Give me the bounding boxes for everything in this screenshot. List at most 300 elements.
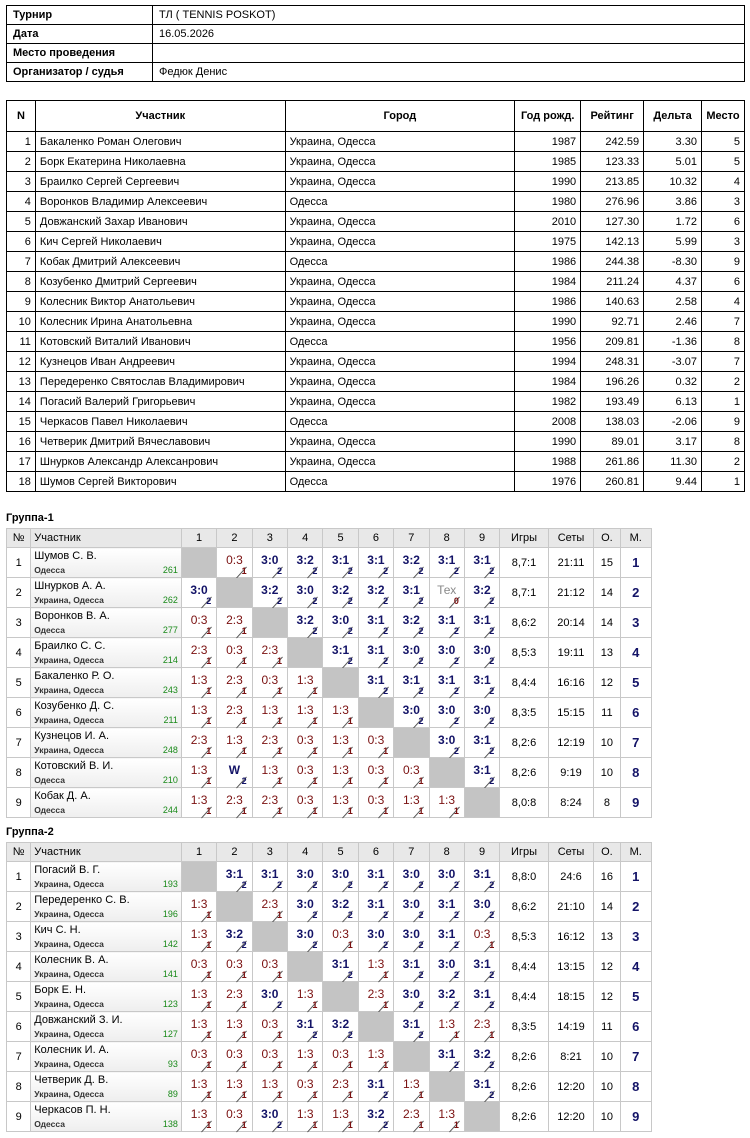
match-points: 2 [312,910,318,920]
participant-n: 13 [7,372,36,392]
match-result-cell [217,608,252,638]
match-result-cell [323,892,358,922]
participant-n: 17 [7,452,36,472]
player-city: Украина, Одесса [34,1059,104,1069]
player-city: Украина, Одесса [34,595,104,605]
match-score: 3:0 [438,957,456,971]
sets-total: 21:10 [548,892,593,922]
participant-n: 16 [7,432,36,452]
match-score: 3:2 [331,1017,350,1031]
match-score: 1:3 [296,1107,314,1121]
match-score: 3:2 [296,613,314,627]
match-result-cell [429,548,464,578]
points-total: 14 [594,608,620,638]
match-score: 1:3 [226,1017,243,1031]
match-result-cell [429,1042,464,1072]
match-score: 1:3 [190,1107,208,1121]
info-value [153,44,745,63]
match-score: 3:2 [367,583,385,597]
match-result-cell [358,608,393,638]
match-points: 1 [489,940,495,950]
match-points: 1 [241,1030,247,1040]
participant-rating: 142.13 [581,232,644,252]
participant-year: 1975 [515,232,581,252]
games-total: 8,4:4 [500,668,549,698]
player-rating: 244 [162,805,178,815]
participant-delta: 5.01 [644,152,702,172]
match-result-cell [358,548,393,578]
sets-total: 14:19 [548,1012,593,1042]
match-points: 2 [276,880,282,890]
match-result-cell [429,608,464,638]
match-score: 3:2 [473,583,491,597]
match-points: 1 [312,806,318,816]
match-result-cell [394,548,429,578]
header-num: № [7,529,31,548]
match-score: 3:0 [402,987,420,1001]
match-points: 2 [453,940,459,950]
match-score: 0:3 [190,613,208,627]
match-score: 3:2 [473,1047,491,1061]
participant-n: 3 [7,172,36,192]
participant-city: Украина, Одесса [285,212,515,232]
sets-total: 16:16 [548,668,593,698]
match-result-cell [288,892,323,922]
match-result-cell [323,1042,358,1072]
diagonal-cell [288,638,323,668]
participant-n: 4 [7,192,36,212]
match-result-cell [394,758,429,788]
match-points: 1 [206,746,212,756]
match-result-cell [217,952,252,982]
tournament-info-table [6,5,745,82]
final-place: 6 [620,1012,651,1042]
match-points: 2 [418,686,424,696]
participant-rating: 92.71 [581,312,644,332]
match-result-cell [181,638,216,668]
participant-place: 5 [701,132,744,152]
match-points: 2 [489,626,495,636]
match-score: 0:3 [226,957,243,971]
player-cell [31,638,182,668]
match-points: 2 [418,716,424,726]
player-name: Шнурков А. А. [34,580,106,592]
match-result-cell [252,1102,287,1132]
match-score: 2:3 [261,733,279,747]
final-place: 5 [620,982,651,1012]
group-row [7,952,652,982]
match-points: 1 [489,1030,495,1040]
match-points: 2 [312,596,318,606]
match-score: 3:1 [367,643,385,657]
match-score: 3:1 [367,673,385,687]
match-score: 3:0 [261,553,279,567]
player-name: Колесник И. А. [34,1044,110,1056]
match-result-cell [429,788,464,818]
player-city: Украина, Одесса [34,999,104,1009]
player-rating: 141 [162,969,178,979]
participant-year: 2010 [515,212,581,232]
match-points: 2 [312,626,318,636]
group-row [7,668,652,698]
info-key: Турнир [7,6,153,25]
match-score: 3:1 [473,1077,491,1091]
participant-year: 1984 [515,372,581,392]
match-score: 1:3 [190,927,208,941]
participant-rating: 140.63 [581,292,644,312]
games-total: 8,0:8 [500,788,549,818]
group-row [7,862,652,892]
match-result-cell [358,862,393,892]
match-points: 1 [418,806,424,816]
player-cell [31,788,182,818]
match-points: 2 [489,1060,495,1070]
match-score: 0:3 [332,1047,349,1061]
match-points: 1 [312,1000,318,1010]
participant-delta: 1.72 [644,212,702,232]
match-result-cell [429,1102,464,1132]
diagonal-cell [217,578,252,608]
match-result-cell [323,698,358,728]
final-place: 6 [620,698,651,728]
participant-n: 10 [7,312,36,332]
match-score: 3:0 [296,927,314,941]
sets-total: 13:15 [548,952,593,982]
match-points: 1 [241,686,247,696]
match-result-cell [394,1072,429,1102]
match-result-cell [252,788,287,818]
match-score: 3:1 [367,553,385,567]
header-player: Участник [31,843,182,862]
match-points: 1 [347,716,353,726]
match-result-cell [429,728,464,758]
player-city: Украина, Одесса [34,939,104,949]
match-score: 3:1 [367,613,385,627]
points-total: 16 [594,862,620,892]
match-score: 1:3 [367,1047,385,1061]
participant-place: 6 [701,272,744,292]
player-city: Украина, Одесса [34,655,104,665]
participant-city: Украина, Одесса [285,292,515,312]
match-result-cell [252,548,287,578]
header-col: 7 [394,843,429,862]
match-result-cell [358,1102,393,1132]
match-points: 1 [241,970,247,980]
player-cell [31,1102,182,1132]
participant-delta: 9.44 [644,472,702,492]
match-score: 0:3 [190,957,208,971]
header-place: М. [620,843,651,862]
sets-total: 15:15 [548,698,593,728]
match-result-cell [288,1072,323,1102]
match-points: 2 [383,1120,389,1130]
match-score: 0:3 [367,763,385,777]
participant-delta: 5.99 [644,232,702,252]
match-result-cell [288,982,323,1012]
match-score: 3:2 [438,987,456,1001]
points-total: 10 [594,758,620,788]
player-cell [31,548,182,578]
group-row [7,788,652,818]
match-score: 3:0 [402,643,420,657]
match-score: 3:2 [367,1107,385,1121]
match-score: 3:0 [331,867,350,881]
match-points: 2 [453,656,459,666]
match-result-cell [288,1012,323,1042]
match-result-cell [288,788,323,818]
match-result-cell [429,982,464,1012]
match-result-cell [394,578,429,608]
match-result-cell [464,862,499,892]
participant-name: Шумов Сергей Викторович [35,472,285,492]
player-city: Одесса [34,1119,65,1129]
participant-name: Борк Екатерина Николаевна [35,152,285,172]
participant-rating: 196.26 [581,372,644,392]
player-city: Украина, Одесса [34,745,104,755]
final-place: 5 [620,668,651,698]
participant-name: Козубенко Дмитрий Сергеевич [35,272,285,292]
participant-row [7,232,745,252]
match-score: 3:1 [473,733,491,747]
group-row [7,548,652,578]
match-score: 3:0 [402,703,420,717]
match-points: 1 [276,970,282,980]
participant-row [7,272,745,292]
match-points: 1 [206,1120,212,1130]
header-col: 5 [323,843,358,862]
header-points: О. [594,843,620,862]
participant-name: Колесник Ирина Анатольевна [35,312,285,332]
match-points: 2 [276,566,282,576]
points-total: 12 [594,952,620,982]
match-result-cell [394,638,429,668]
match-result-cell [394,952,429,982]
row-number: 4 [7,638,31,668]
match-score: 1:3 [332,793,349,807]
match-result-cell [217,728,252,758]
match-result-cell [288,758,323,788]
match-score: 3:2 [296,553,314,567]
match-points: 2 [453,970,459,980]
header-col: 2 [217,529,252,548]
diagonal-cell [181,548,216,578]
header-sets: Сеты [548,843,593,862]
match-score: 0:3 [226,1107,243,1121]
match-result-cell [217,1102,252,1132]
match-points: 2 [489,776,495,786]
match-points: 0 [453,596,459,606]
row-number: 1 [7,862,31,892]
match-score: 1:3 [190,897,208,911]
match-score: 1:3 [261,703,279,717]
match-result-cell [429,862,464,892]
match-points: 2 [276,1120,282,1130]
player-rating: 193 [162,879,178,889]
match-points: 1 [241,1120,247,1130]
match-result-cell [181,788,216,818]
match-result-cell [217,1072,252,1102]
match-score: 3:1 [473,957,491,971]
match-result-cell [252,698,287,728]
match-result-cell [358,638,393,668]
sets-total: 21:12 [548,578,593,608]
participant-n: 9 [7,292,36,312]
match-result-cell [464,922,499,952]
match-score: 3:1 [261,867,279,881]
participant-city: Одесса [285,332,515,352]
match-score: 3:1 [438,927,456,941]
match-result-cell [464,608,499,638]
match-score: 0:3 [296,793,314,807]
match-result-cell [181,728,216,758]
participant-city: Украина, Одесса [285,152,515,172]
match-result-cell [288,548,323,578]
match-score: 1:3 [190,1077,208,1091]
diagonal-cell [217,892,252,922]
match-result-cell [252,728,287,758]
match-points: 1 [418,1090,424,1100]
match-score: 3:0 [296,897,314,911]
player-city: Украина, Одесса [34,879,104,889]
final-place: 4 [620,638,651,668]
group-row [7,698,652,728]
row-number: 2 [7,578,31,608]
match-points: 1 [241,716,247,726]
group-2-table [6,842,652,1132]
participant-rating: 123.33 [581,152,644,172]
player-city: Одесса [34,775,65,785]
match-score: 0:3 [261,673,279,687]
points-total: 8 [594,788,620,818]
participant-name: Воронков Владимир Алексеевич [35,192,285,212]
match-points: 1 [206,910,212,920]
match-result-cell [181,892,216,922]
match-score: 3:0 [473,703,491,717]
points-total: 14 [594,892,620,922]
match-score: 2:3 [261,793,279,807]
info-row [7,63,745,82]
header-col: 4 [288,843,323,862]
group-row [7,1012,652,1042]
diagonal-cell [464,1102,499,1132]
match-points: 2 [241,880,247,890]
match-points: 2 [312,940,318,950]
player-rating: 93 [167,1059,178,1069]
match-score: 3:1 [473,987,491,1001]
games-total: 8,2:6 [500,1072,549,1102]
match-points: 2 [418,566,424,576]
match-score: 1:3 [261,1077,279,1091]
player-name: Шумов С. В. [34,550,97,562]
match-points: 1 [206,1060,212,1070]
participant-city: Украина, Одесса [285,352,515,372]
final-place: 9 [620,1102,651,1132]
match-score: 3:1 [367,1077,385,1091]
participant-place: 3 [701,192,744,212]
match-score: 3:1 [473,673,491,687]
match-score: 0:3 [261,1047,279,1061]
participant-row [7,392,745,412]
final-place: 4 [620,952,651,982]
games-total: 8,2:6 [500,1042,549,1072]
match-result-cell [181,758,216,788]
player-name: Воронков В. А. [34,610,110,622]
match-score: 0:3 [296,1077,314,1091]
match-points: 1 [206,716,212,726]
match-points: 1 [276,1030,282,1040]
info-row [7,6,745,25]
row-number: 3 [7,922,31,952]
games-total: 8,3:5 [500,698,549,728]
match-score: 1:3 [190,987,208,1001]
player-name: Четверик Д. В. [34,1074,109,1086]
match-score: 2:3 [226,613,243,627]
games-total: 8,2:6 [500,1102,549,1132]
match-points: 2 [418,880,424,890]
participant-place: 1 [701,472,744,492]
participant-place: 6 [701,212,744,232]
match-points: 2 [206,596,212,606]
match-score: 3:1 [402,957,420,971]
match-score: 3:1 [296,1017,314,1031]
row-number: 5 [7,668,31,698]
participant-delta: 6.13 [644,392,702,412]
player-cell [31,862,182,892]
match-result-cell [358,892,393,922]
header-points: О. [594,529,620,548]
match-points: 1 [383,1000,389,1010]
participant-delta: 4.37 [644,272,702,292]
match-points: 2 [489,746,495,756]
match-points: 1 [312,686,318,696]
header-col: 6 [358,843,393,862]
match-score: 3:1 [402,673,420,687]
row-number: 6 [7,698,31,728]
player-rating: 214 [162,655,178,665]
player-rating: 196 [162,909,178,919]
sets-total: 8:24 [548,788,593,818]
participant-year: 1986 [515,292,581,312]
match-points: 2 [453,566,459,576]
sets-total: 16:12 [548,922,593,952]
participant-name: Черкасов Павел Николаевич [35,412,285,432]
player-rating: 248 [162,745,178,755]
match-score: 2:3 [367,987,385,1001]
match-score: 1:3 [190,673,208,687]
diagonal-cell [288,952,323,982]
participant-row [7,192,745,212]
player-rating: 89 [167,1089,178,1099]
match-result-cell [181,922,216,952]
participant-city: Одесса [285,192,515,212]
match-result-cell [323,608,358,638]
points-total: 12 [594,668,620,698]
match-score: 2:3 [261,643,279,657]
player-name: Довжанский З. И. [34,1014,123,1026]
final-place: 3 [620,608,651,638]
match-result-cell [217,922,252,952]
participant-rating: 261.86 [581,452,644,472]
info-key: Дата [7,25,153,44]
match-result-cell [323,1072,358,1102]
match-score: 2:3 [226,987,243,1001]
participant-name: Кич Сергей Николаевич [35,232,285,252]
match-score: 3:1 [473,553,491,567]
participant-delta: 0.32 [644,372,702,392]
participant-year: 1990 [515,312,581,332]
match-points: 1 [383,746,389,756]
diagonal-cell [323,668,358,698]
